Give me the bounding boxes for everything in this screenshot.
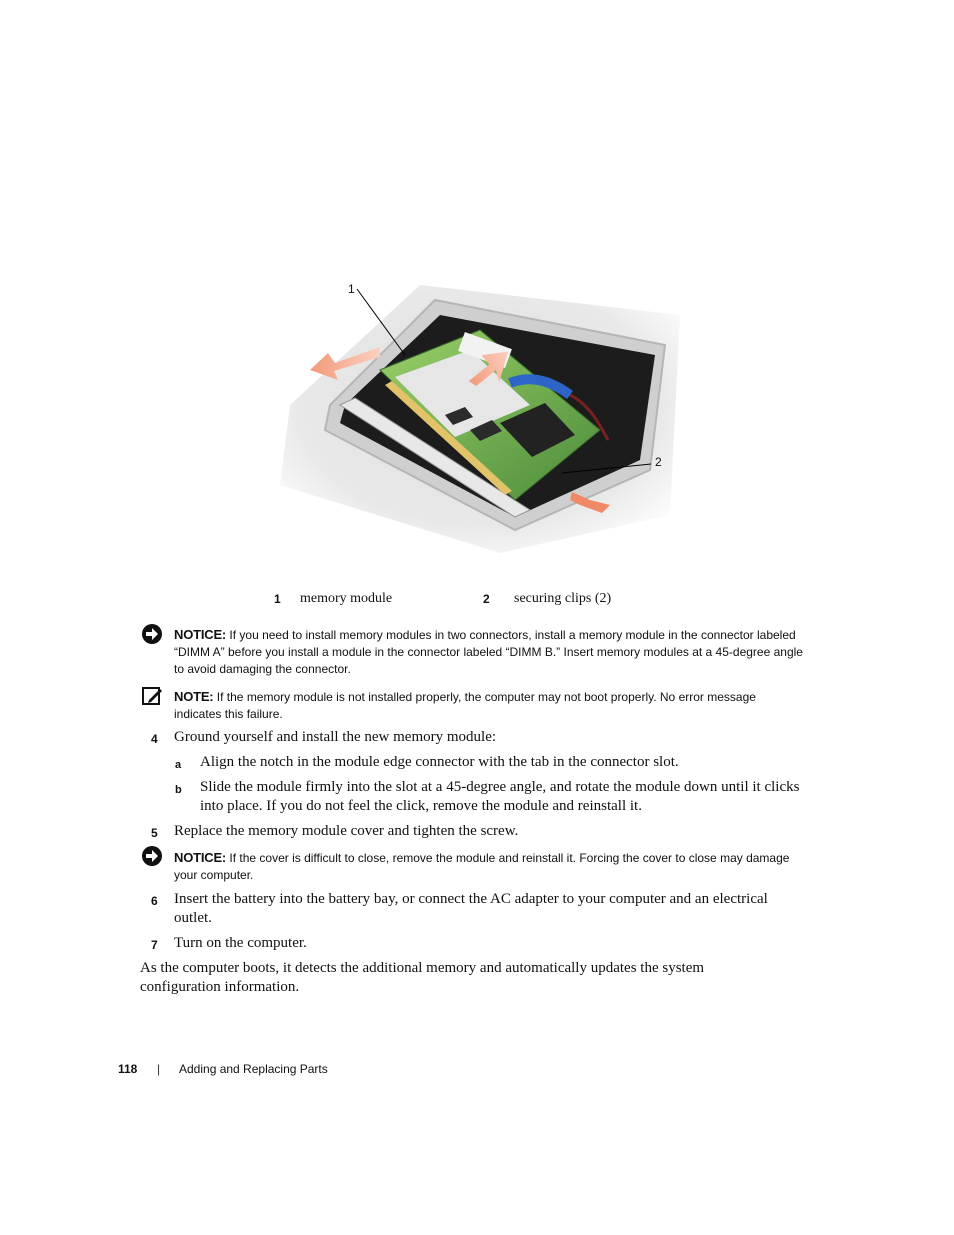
- memory-install-figure: [270, 255, 690, 555]
- footer-section-title: Adding and Replacing Parts: [179, 1062, 328, 1076]
- notice-memory-connectors: [174, 626, 804, 678]
- notice-label: NOTICE:: [174, 627, 227, 642]
- legend-text-1: memory module: [300, 591, 393, 606]
- notice-text: If you need to install memory modules in two connectors, install a memory module in the connector labeled “DIMM A” before you install a module in the connector labeled “DIMM B.” Insert memory modules at a 45-degree angle to avoid damaging the connector.: [174, 628, 803, 676]
- note-memory-install: [174, 688, 804, 723]
- substep-letter: a: [175, 759, 182, 771]
- page-number: 118: [118, 1062, 138, 1076]
- step-number: 7: [151, 938, 158, 952]
- callout-1: 1: [348, 282, 355, 296]
- note-label: NOTE:: [174, 689, 214, 704]
- step-text: Insert the battery into the battery bay, or connect the AC adapter to your computer and an electrical outlet.: [174, 891, 768, 926]
- footer-separator: |: [157, 1062, 161, 1076]
- closing-paragraph: As the computer boots, it detects the additional memory and automatically updates the system configuration information.: [140, 960, 705, 995]
- substep-text: Slide the module firmly into the slot at a 45-degree angle, and rotate the module down until it clicks into place. If you do not feel the click, remove the module and reinstall it.: [200, 779, 800, 814]
- note-icon: [141, 685, 163, 707]
- legend-num-2: 2: [483, 592, 490, 606]
- legend-num-1: 1: [274, 592, 281, 606]
- substep-letter: b: [175, 784, 182, 796]
- step-number: 5: [151, 826, 158, 840]
- notice-icon: [141, 845, 163, 867]
- step-text: Ground yourself and install the new memory module:: [174, 729, 497, 745]
- step-number: 4: [151, 732, 158, 746]
- notice-label: NOTICE:: [174, 850, 227, 865]
- memory-module-illustration: [270, 255, 690, 555]
- note-text: If the memory module is not installed properly, the computer may not boot properly. No error message indicates this failure.: [174, 690, 756, 721]
- notice-text: If the cover is difficult to close, remove the module and reinstall it. Forcing the cover to close may damage your computer.: [174, 851, 790, 882]
- step-text: Turn on the computer.: [174, 935, 307, 951]
- step-number: 6: [151, 894, 158, 908]
- substep-text: Align the notch in the module edge connector with the tab in the connector slot.: [200, 754, 679, 770]
- notice-icon: [141, 623, 163, 645]
- notice-cover-close: [174, 849, 804, 884]
- legend-text-2: securing clips (2): [514, 591, 612, 606]
- step-text: Replace the memory module cover and tighten the screw.: [174, 823, 519, 839]
- callout-2: 2: [655, 455, 662, 469]
